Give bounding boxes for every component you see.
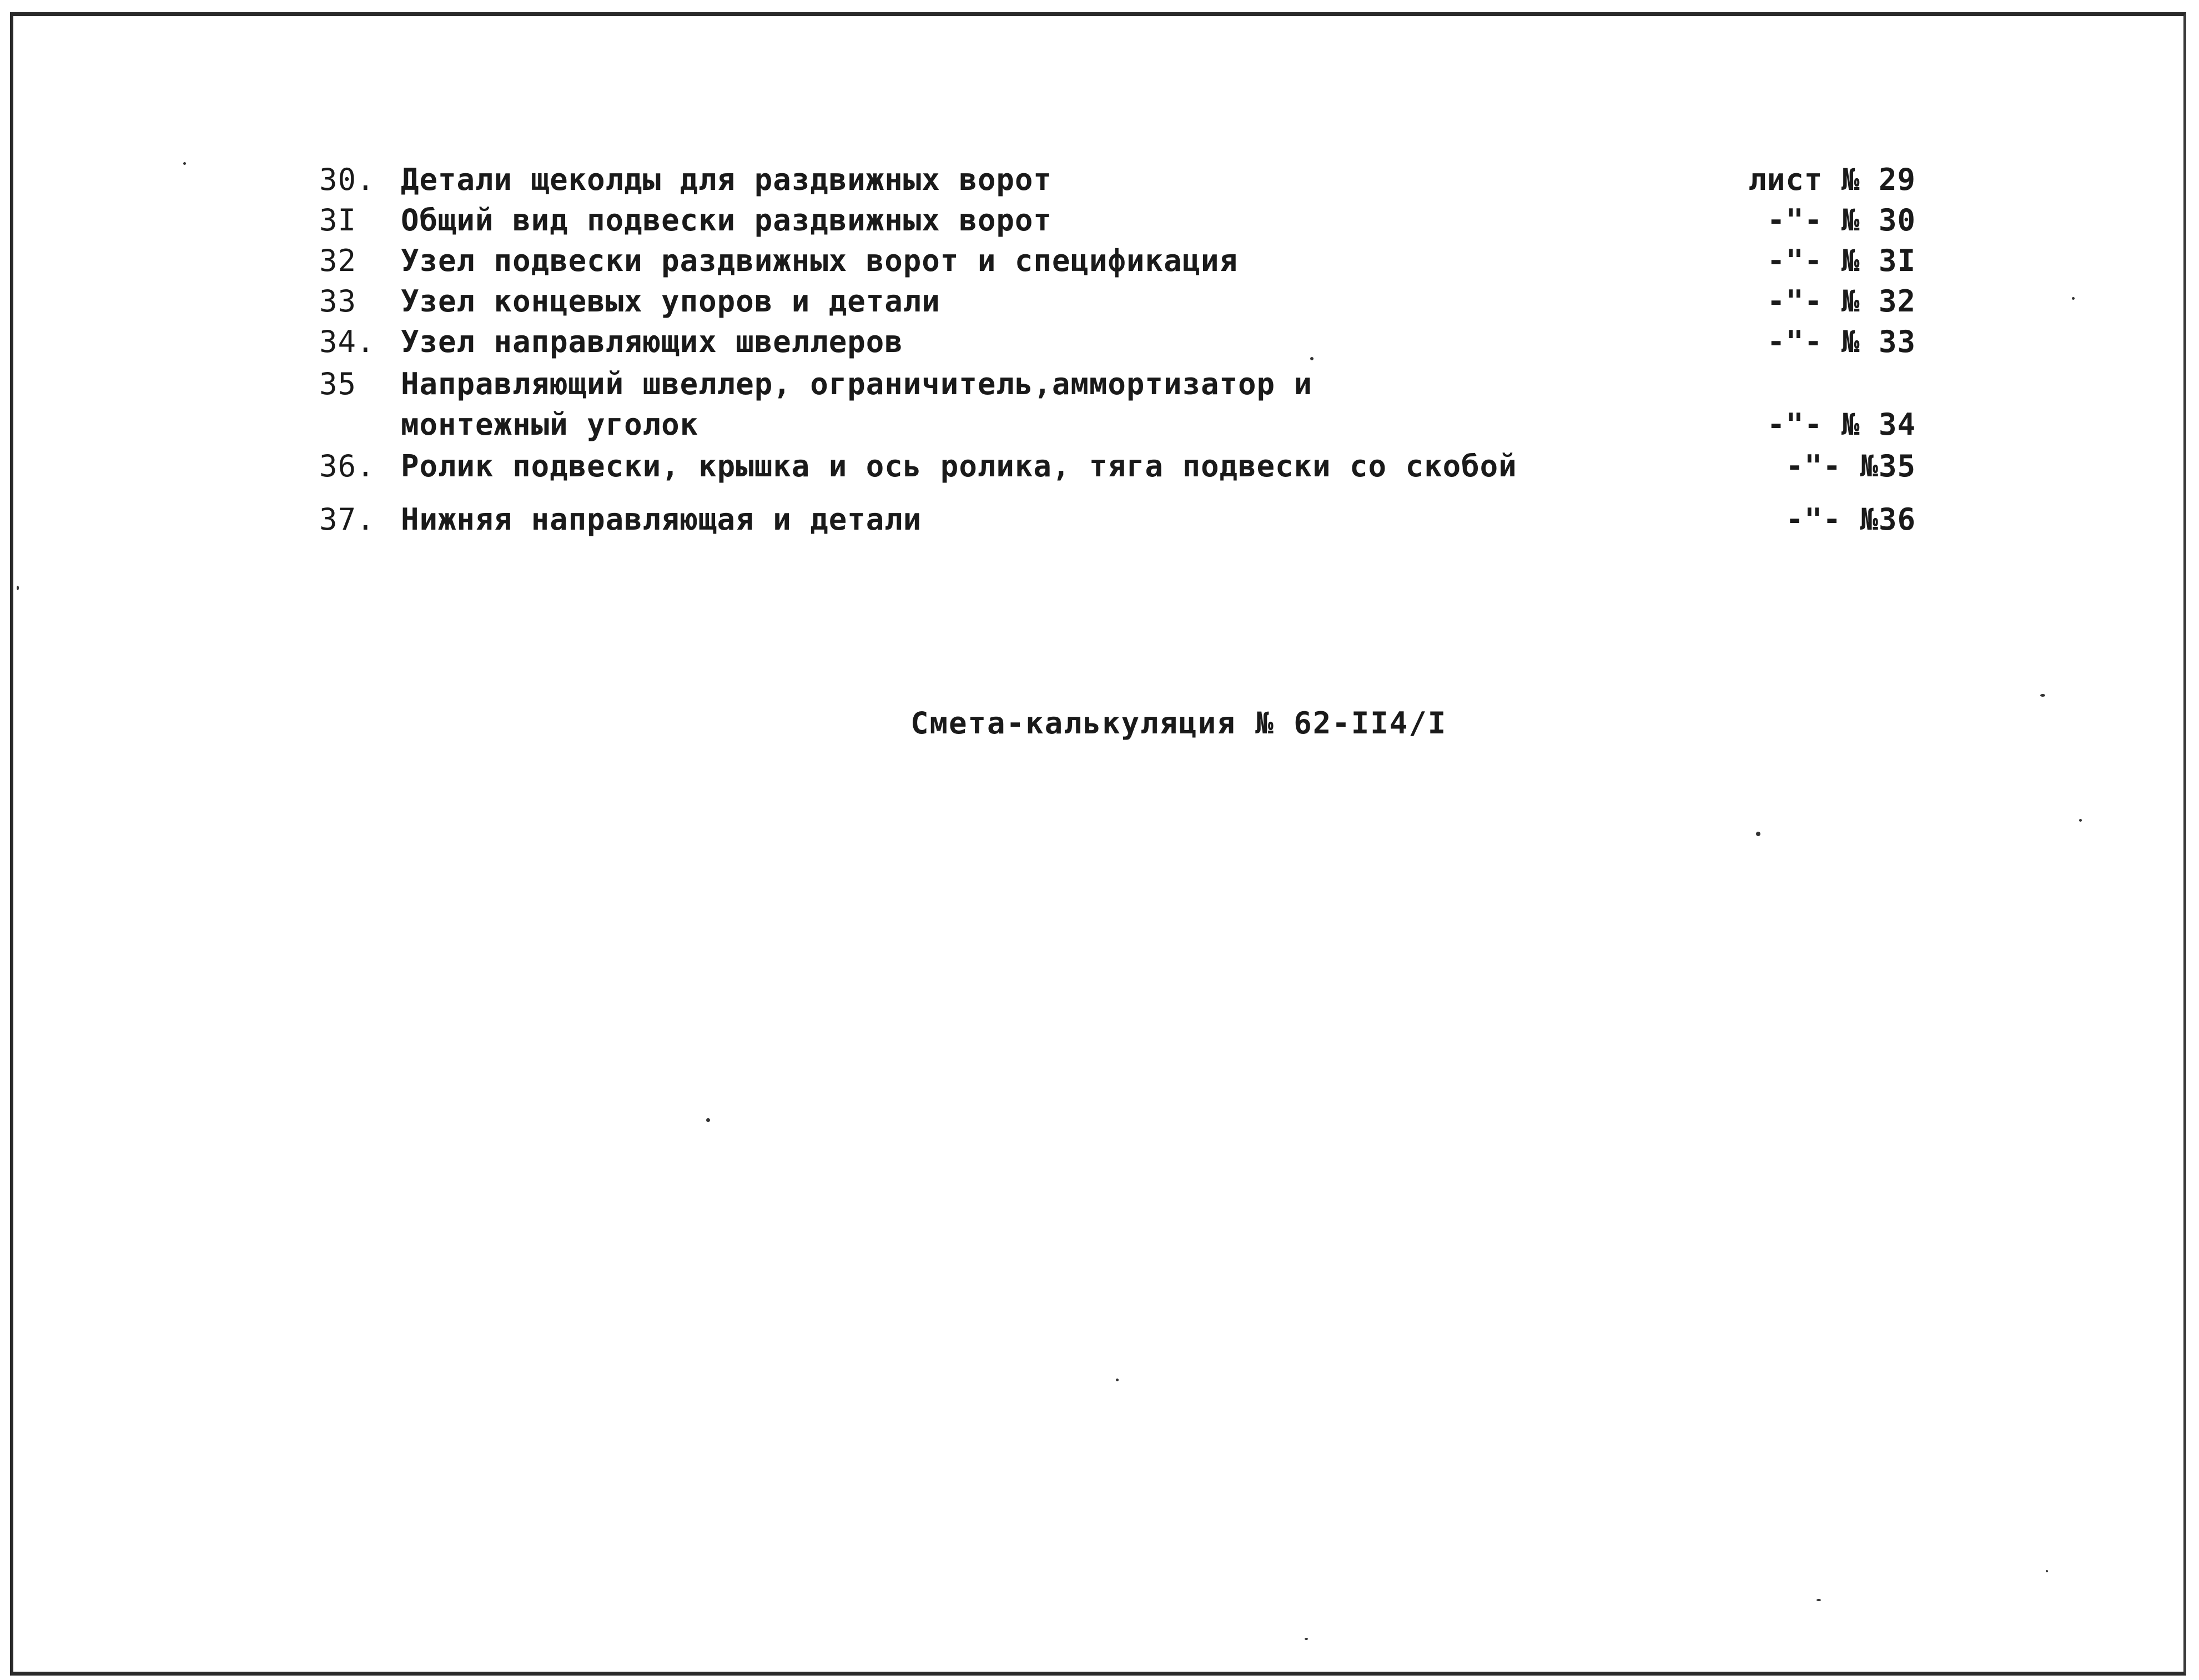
scan-speck <box>1305 1638 1308 1640</box>
row-number: 34. <box>319 324 375 359</box>
row-description: Детали щеколды для раздвижных ворот <box>401 162 1052 197</box>
sheet-reference: -"- № 34 <box>1767 407 1916 442</box>
row-number: 36. <box>319 449 375 484</box>
sheet-reference: -"- №36 <box>1785 502 1916 537</box>
contents-row <box>0 198 2199 243</box>
contents-row <box>0 158 2199 202</box>
row-description: Направляющий швеллер, ограничитель,аммортизатор и <box>401 366 1313 401</box>
contents-row <box>0 362 2199 406</box>
contents-row <box>0 239 2199 283</box>
row-number: 33 <box>319 284 357 319</box>
sheet-reference: -"- №35 <box>1785 449 1916 484</box>
contents-row <box>0 444 2199 489</box>
scan-speck <box>2079 819 2082 822</box>
row-description-continuation: монтежный уголок <box>401 407 699 442</box>
row-description: Общий вид подвески раздвижных ворот <box>401 203 1052 238</box>
row-number: 37. <box>319 502 375 537</box>
row-number: 32 <box>319 243 357 278</box>
scan-speck <box>17 586 19 590</box>
row-number: 35 <box>319 366 357 401</box>
scan-speck <box>2072 297 2075 300</box>
scan-speck <box>183 162 186 165</box>
estimate-title: Смета-калькуляция № 62-II4/I <box>910 706 1447 741</box>
row-description: Ролик подвески, крышка и ось ролика, тяга подвески со скобой <box>401 449 1517 484</box>
sheet-reference: лист № 29 <box>1748 162 1916 197</box>
scan-speck <box>1116 1379 1119 1381</box>
contents-row <box>0 497 2199 542</box>
contents-row <box>0 279 2199 324</box>
scan-speck <box>1756 832 1760 836</box>
scan-speck <box>2040 694 2045 697</box>
contents-row-continuation <box>0 403 2199 447</box>
row-description: Нижняя направляющая и детали <box>401 502 922 537</box>
sheet-reference: -"- № 3I <box>1767 243 1916 278</box>
row-number: 30. <box>319 162 375 197</box>
row-description: Узел подвески раздвижных ворот и спецификация <box>401 243 1238 278</box>
scan-speck <box>706 1118 710 1122</box>
row-description: Узел направляющих швеллеров <box>401 324 903 359</box>
scan-speck <box>1816 1599 1821 1601</box>
sheet-reference: -"- № 33 <box>1767 324 1916 359</box>
contents-row <box>0 320 2199 364</box>
sheet-reference: -"- № 32 <box>1767 284 1916 319</box>
row-number: 3I <box>319 203 357 238</box>
scan-speck <box>2046 1570 2048 1572</box>
sheet-reference: -"- № 30 <box>1767 203 1916 238</box>
scan-speck <box>1310 357 1314 360</box>
row-description: Узел концевых упоров и детали <box>401 284 940 319</box>
